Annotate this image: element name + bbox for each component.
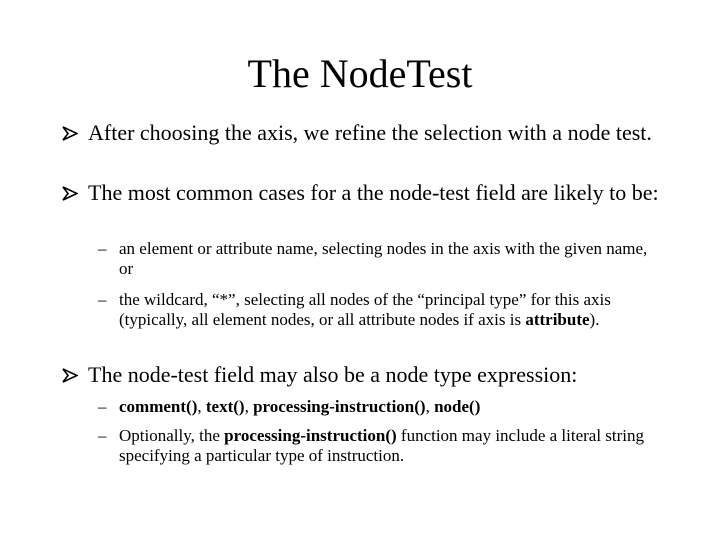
bullet-text: The node-test field may also be a node type expression: — [88, 362, 578, 387]
bullet-item — [62, 363, 672, 387]
bullet-item — [62, 121, 672, 145]
sub-bullet-item — [98, 426, 658, 466]
text-run: , — [244, 397, 254, 416]
sub-bullet-item — [98, 290, 658, 330]
code-term: processing-instruction() — [224, 426, 397, 445]
arrow-bullet-icon — [62, 363, 84, 383]
sub-bullet-text — [98, 397, 658, 417]
text-run: , — [197, 397, 206, 416]
dash-marker: – — [98, 397, 107, 416]
text-run: function may include a literal string specifying a particular type of instruction. — [119, 426, 645, 465]
dash-marker: – — [98, 239, 107, 258]
sub-bullet-item — [98, 397, 658, 417]
arrow-bullet-icon — [62, 181, 84, 201]
code-term: processing-instruction() — [253, 397, 426, 416]
code-term: text() — [205, 397, 245, 416]
bullet-item — [62, 181, 672, 205]
code-term: comment() — [119, 397, 198, 416]
sub-bullet-item — [98, 239, 658, 279]
code-term: node() — [434, 397, 481, 416]
sub-bullet-text — [98, 290, 658, 330]
text-run: Optionally, the — [119, 426, 225, 445]
slide-title: The NodeTest — [247, 51, 473, 96]
bullet-text: The most common cases for a the node-test field are likely to be: — [88, 180, 659, 205]
dash-marker: – — [98, 426, 107, 445]
sub-bullet-text: an element or attribute name, selecting nodes in the axis with the given name, or — [119, 239, 648, 278]
sub-bullet-text — [98, 426, 658, 466]
code-term: attribute — [525, 310, 590, 329]
arrow-bullet-icon — [62, 121, 84, 141]
dash-marker: – — [98, 290, 107, 309]
text-run: the wildcard, “*”, selecting all nodes of the “principal type” for this axis (typically, all element nodes, or all attribute nodes if axis is — [119, 290, 611, 329]
bullet-text: After choosing the axis, we refine the selection with a node test. — [88, 120, 652, 145]
text-run: ). — [589, 310, 600, 329]
text-run: , — [425, 397, 435, 416]
